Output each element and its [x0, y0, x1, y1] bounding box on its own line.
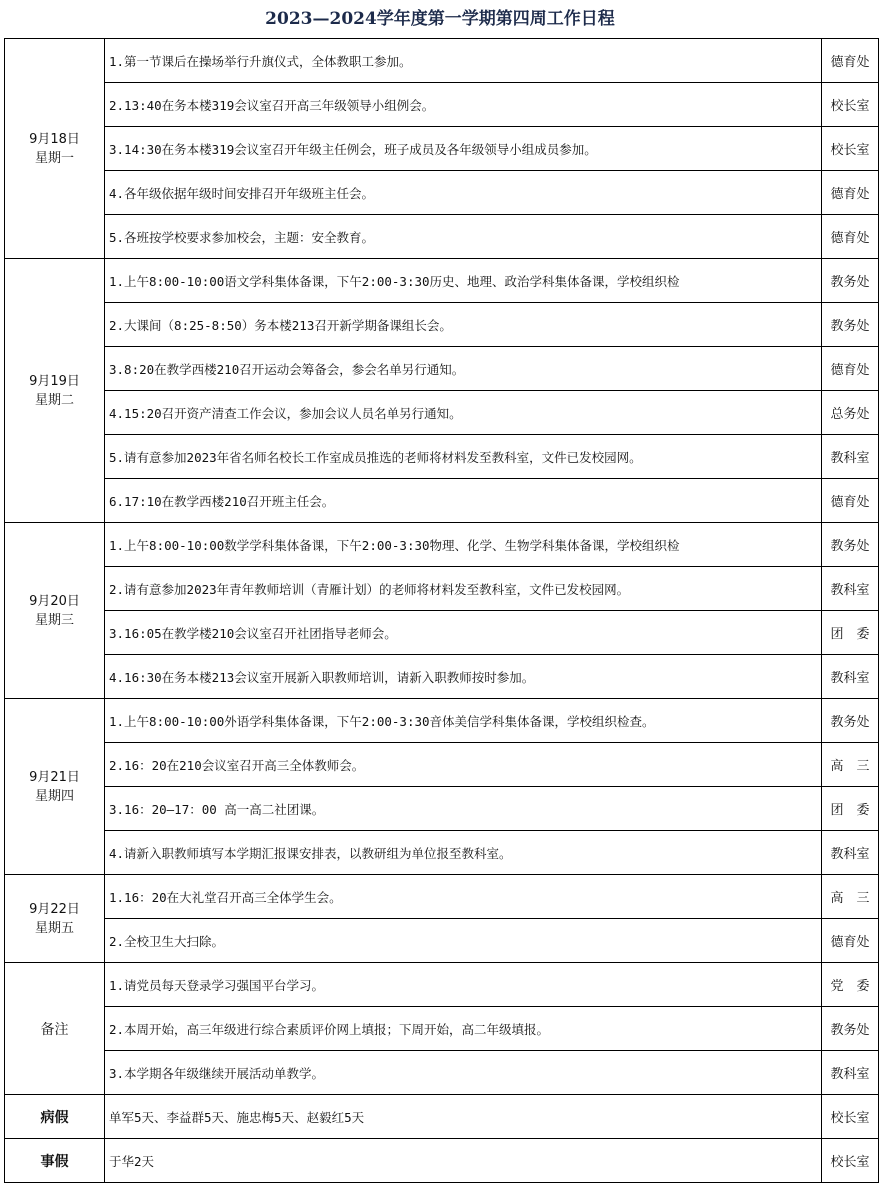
- department-cell: 教务处: [822, 1007, 879, 1051]
- notes-item-text: 1.请党员每天登录学习强国平台学习。: [105, 963, 822, 1007]
- department-cell: 教科室: [822, 655, 879, 699]
- sick-leave-text: 单军5天、李益群5天、施忠梅5天、赵毅红5天: [105, 1095, 822, 1139]
- department-cell: 教务处: [822, 523, 879, 567]
- schedule-row: [5, 347, 879, 391]
- department-cell: 高 三: [822, 875, 879, 919]
- schedule-row: [5, 215, 879, 259]
- schedule-row: [5, 39, 879, 83]
- department-cell: 教科室: [822, 435, 879, 479]
- schedule-row: [5, 655, 879, 699]
- schedule-item-text: 3.16:05在教学楼210会议室召开社团指导老师会。: [105, 611, 822, 655]
- day-date: 9月22日: [29, 901, 80, 917]
- schedule-item-text: 2.请有意参加2023年青年教师培训（青雁计划）的老师将材料发至教科室，文件已发校园网。: [105, 567, 822, 611]
- day-cell: [5, 875, 105, 963]
- schedule-item-text: 1.上午8:00-10:00语文学科集体备课，下午2:00-3:30历史、地理、政治学科集体备课，学校组织检: [105, 259, 822, 303]
- notes-row: [5, 1051, 879, 1095]
- day-date: 9月18日: [29, 131, 80, 147]
- schedule-item-text: 4.各年级依据年级时间安排召开年级班主任会。: [105, 171, 822, 215]
- department-cell: 教科室: [822, 1051, 879, 1095]
- schedule-row: [5, 787, 879, 831]
- day-weekday: 星期二: [34, 392, 74, 408]
- schedule-item-text: 4.请新入职教师填写本学期汇报课安排表，以教研组为单位报至教科室。: [105, 831, 822, 875]
- schedule-item-text: 3.8:20在教学西楼210召开运动会筹备会，参会名单另行通知。: [105, 347, 822, 391]
- schedule-item-text: 1.第一节课后在操场举行升旗仪式，全体教职工参加。: [105, 39, 822, 83]
- department-cell: 德育处: [822, 215, 879, 259]
- schedule-item-text: 1.16：20在大礼堂召开高三全体学生会。: [105, 875, 822, 919]
- schedule-row: [5, 523, 879, 567]
- department-cell: 校长室: [822, 127, 879, 171]
- department-cell: 校长室: [822, 1095, 879, 1139]
- schedule-item-text: 4.16:30在务本楼213会议室开展新入职教师培训，请新入职教师按时参加。: [105, 655, 822, 699]
- department-cell: 教科室: [822, 831, 879, 875]
- page-title: 2023—2024学年度第一学期第四周工作日程: [265, 9, 615, 29]
- day-cell: [5, 699, 105, 875]
- day-weekday: 星期一: [34, 150, 74, 166]
- department-cell: 德育处: [822, 171, 879, 215]
- schedule-item-text: 3.16：20—17：00 高一高二社团课。: [105, 787, 822, 831]
- schedule-row: [5, 435, 879, 479]
- schedule-item-text: 2.13:40在务本楼319会议室召开高三年级领导小组例会。: [105, 83, 822, 127]
- department-cell: 校长室: [822, 1139, 879, 1183]
- schedule-row: [5, 699, 879, 743]
- day-cell: [5, 259, 105, 523]
- department-cell: 教科室: [822, 567, 879, 611]
- department-cell: 德育处: [822, 39, 879, 83]
- department-cell: 德育处: [822, 347, 879, 391]
- sick-leave-row: [5, 1095, 879, 1139]
- department-cell: 高 三: [822, 743, 879, 787]
- schedule-item-text: 1.上午8:00-10:00外语学科集体备课，下午2:00-3:30音体美信学科集体备课，学校组织检查。: [105, 699, 822, 743]
- department-cell: 校长室: [822, 83, 879, 127]
- schedule-item-text: 4.15:20召开资产清查工作会议，参加会议人员名单另行通知。: [105, 391, 822, 435]
- day-date: 9月19日: [29, 373, 80, 389]
- department-cell: 教务处: [822, 259, 879, 303]
- schedule-item-text: 1.上午8:00-10:00数学学科集体备课，下午2:00-3:30物理、化学、生物学科集体备课，学校组织检: [105, 523, 822, 567]
- department-cell: 团 委: [822, 787, 879, 831]
- day-date: 9月20日: [29, 593, 80, 609]
- schedule-row: [5, 567, 879, 611]
- schedule-item-text: 5.各班按学校要求参加校会，主题：安全教育。: [105, 215, 822, 259]
- schedule-table: [4, 38, 879, 1183]
- schedule-row: [5, 479, 879, 523]
- personal-leave-label: 事假: [5, 1139, 105, 1183]
- department-cell: 党 委: [822, 963, 879, 1007]
- notes-row: [5, 963, 879, 1007]
- notes-label: 备注: [5, 963, 105, 1095]
- schedule-item-text: 3.14:30在务本楼319会议室召开年级主任例会，班子成员及各年级领导小组成员参加。: [105, 127, 822, 171]
- notes-item-text: 3.本学期各年级继续开展活动单教学。: [105, 1051, 822, 1095]
- department-cell: 教务处: [822, 303, 879, 347]
- schedule-row: [5, 127, 879, 171]
- department-cell: 教务处: [822, 699, 879, 743]
- schedule-row: [5, 919, 879, 963]
- department-cell: 德育处: [822, 919, 879, 963]
- schedule-row: [5, 171, 879, 215]
- schedule-row: [5, 875, 879, 919]
- personal-leave-row: [5, 1139, 879, 1183]
- day-weekday: 星期五: [34, 920, 74, 936]
- schedule-row: [5, 303, 879, 347]
- notes-row: [5, 1007, 879, 1051]
- schedule-row: [5, 83, 879, 127]
- schedule-row: [5, 259, 879, 303]
- department-cell: 团 委: [822, 611, 879, 655]
- notes-item-text: 2.本周开始，高三年级进行综合素质评价网上填报；下周开始，高二年级填报。: [105, 1007, 822, 1051]
- schedule-item-text: 2.全校卫生大扫除。: [105, 919, 822, 963]
- day-date: 9月21日: [29, 769, 80, 785]
- schedule-row: [5, 743, 879, 787]
- sick-leave-label: 病假: [5, 1095, 105, 1139]
- personal-leave-text: 于华2天: [105, 1139, 822, 1183]
- schedule-row: [5, 391, 879, 435]
- day-cell: [5, 39, 105, 259]
- day-weekday: 星期三: [34, 612, 74, 628]
- schedule-row: [5, 831, 879, 875]
- department-cell: 总务处: [822, 391, 879, 435]
- department-cell: 德育处: [822, 479, 879, 523]
- schedule-row: [5, 611, 879, 655]
- day-cell: [5, 523, 105, 699]
- day-weekday: 星期四: [34, 788, 74, 804]
- schedule-item-text: 2.大课间（8:25-8:50）务本楼213召开新学期备课组长会。: [105, 303, 822, 347]
- schedule-item-text: 6.17:10在教学西楼210召开班主任会。: [105, 479, 822, 523]
- schedule-item-text: 2.16：20在210会议室召开高三全体教师会。: [105, 743, 822, 787]
- schedule-item-text: 5.请有意参加2023年省名师名校长工作室成员推选的老师将材料发至教科室，文件已发校园网。: [105, 435, 822, 479]
